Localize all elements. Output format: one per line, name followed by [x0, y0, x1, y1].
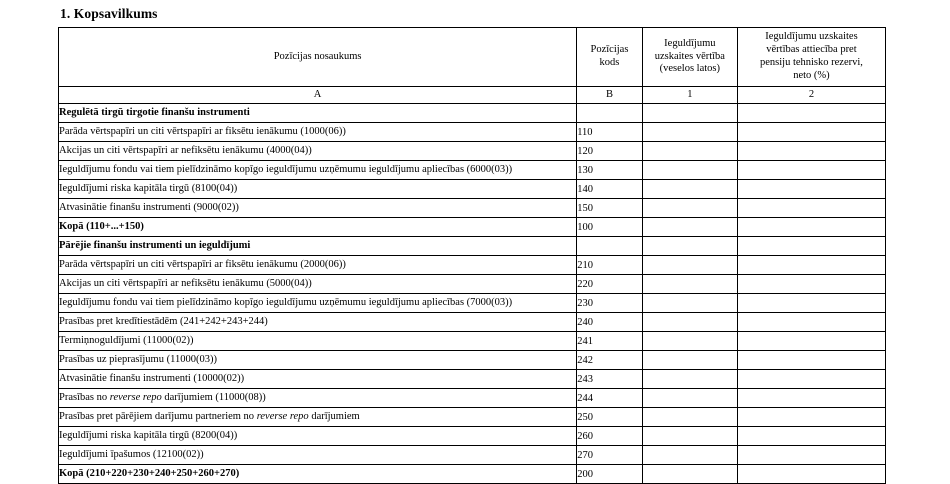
row-investment-ratio[interactable]: [737, 427, 885, 446]
row-investment-value[interactable]: [642, 351, 737, 370]
column-letter-1: 1: [642, 87, 737, 104]
header-investment-ratio-line2: vērtības attiecība pret: [766, 44, 857, 56]
row-investment-value[interactable]: [642, 123, 737, 142]
table-row: [59, 332, 886, 351]
row-position-name: Prasības pret kredītiestādēm (241+242+243+244): [59, 313, 577, 332]
table-row: [59, 104, 886, 123]
row-investment-ratio[interactable]: [737, 275, 885, 294]
row-investment-ratio[interactable]: [737, 370, 885, 389]
table-body: [59, 104, 886, 484]
table-row: [59, 218, 886, 237]
row-position-name: Termiņnoguldījumi (11000(02)): [59, 332, 577, 351]
header-investment-value-line3: (veselos latos): [659, 63, 721, 75]
row-position-code: 150: [577, 199, 643, 218]
row-investment-value[interactable]: [642, 294, 737, 313]
row-position-name: Pārējie finanšu instrumenti un ieguldījumi: [59, 237, 577, 256]
table-row: [59, 446, 886, 465]
table-row: [59, 161, 886, 180]
row-investment-ratio[interactable]: [737, 161, 885, 180]
table-row: [59, 370, 886, 389]
row-investment-ratio[interactable]: [737, 408, 885, 427]
row-position-name: Akcijas un citi vērtspapīri ar nefiksētu ienākumu (5000(04)): [59, 275, 577, 294]
table-row: [59, 465, 886, 484]
row-position-code: 241: [577, 332, 643, 351]
header-investment-value-line1: Ieguldījumu: [664, 37, 716, 49]
row-position-code: 244: [577, 389, 643, 408]
row-investment-ratio[interactable]: [737, 180, 885, 199]
row-position-code: 243: [577, 370, 643, 389]
row-position-code: 200: [577, 465, 643, 484]
row-position-name: Ieguldījumi riska kapitāla tirgū (8200(04)): [59, 427, 577, 446]
row-position-code: 130: [577, 161, 643, 180]
table-row: [59, 123, 886, 142]
row-position-name: Atvasinātie finanšu instrumenti (10000(02)): [59, 370, 577, 389]
table-row: [59, 427, 886, 446]
column-letter-a: A: [59, 87, 577, 104]
italic-term: reverse repo: [109, 391, 162, 403]
row-investment-value[interactable]: [642, 275, 737, 294]
row-position-code: 210: [577, 256, 643, 275]
table-row: [59, 294, 886, 313]
row-position-name: Ieguldījumu fondu vai tiem pielīdzināmo kopīgo ieguldījumu uzņēmumu ieguldījumu apliecības (7000(03)): [59, 294, 577, 313]
row-investment-ratio[interactable]: [737, 237, 885, 256]
table-header-row: [59, 28, 886, 87]
table-row: [59, 237, 886, 256]
row-investment-value[interactable]: [642, 104, 737, 123]
header-investment-value: [642, 28, 737, 87]
row-position-name: Prasības uz pieprasījumu (11000(03)): [59, 351, 577, 370]
row-position-code: [577, 104, 643, 123]
row-position-name: Regulētā tirgū tirgotie finanšu instrumenti: [59, 104, 577, 123]
column-letter-b: B: [577, 87, 643, 104]
row-investment-value[interactable]: [642, 256, 737, 275]
table-row: [59, 313, 886, 332]
row-investment-value[interactable]: [642, 332, 737, 351]
row-investment-ratio[interactable]: [737, 465, 885, 484]
column-letter-row: [59, 87, 886, 104]
row-position-name: Akcijas un citi vērtspapīri ar nefiksētu ienākumu (4000(04)): [59, 142, 577, 161]
column-letter-2: 2: [737, 87, 885, 104]
row-position-name: Kopā (210+220+230+240+250+260+270): [59, 465, 577, 484]
row-investment-ratio[interactable]: [737, 123, 885, 142]
row-investment-ratio[interactable]: [737, 256, 885, 275]
row-position-name: Ieguldījumi īpašumos (12100(02)): [59, 446, 577, 465]
row-position-code: 270: [577, 446, 643, 465]
row-investment-value[interactable]: [642, 408, 737, 427]
row-investment-value[interactable]: [642, 446, 737, 465]
row-position-name: Parāda vērtspapīri un citi vērtspapīri ar fiksētu ienākumu (1000(06)): [59, 123, 577, 142]
row-position-name: Kopā (110+...+150): [59, 218, 577, 237]
table-row: [59, 389, 886, 408]
header-investment-ratio-line1: Ieguldījumu uzskaites: [765, 31, 858, 43]
row-investment-ratio[interactable]: [737, 294, 885, 313]
row-investment-value[interactable]: [642, 465, 737, 484]
row-investment-value[interactable]: [642, 237, 737, 256]
table-row: [59, 142, 886, 161]
row-investment-value[interactable]: [642, 427, 737, 446]
row-investment-ratio[interactable]: [737, 351, 885, 370]
row-position-name: Atvasinātie finanšu instrumenti (9000(02)): [59, 199, 577, 218]
row-position-code: 240: [577, 313, 643, 332]
table-row: [59, 199, 886, 218]
row-investment-ratio[interactable]: [737, 199, 885, 218]
row-investment-value[interactable]: [642, 313, 737, 332]
header-position-code: [577, 28, 643, 87]
row-investment-value[interactable]: [642, 142, 737, 161]
table-row: [59, 351, 886, 370]
row-position-code: 100: [577, 218, 643, 237]
table-row: [59, 180, 886, 199]
row-investment-value[interactable]: [642, 199, 737, 218]
table-row: [59, 408, 886, 427]
row-investment-ratio[interactable]: [737, 104, 885, 123]
summary-table: [58, 27, 886, 484]
row-investment-ratio[interactable]: [737, 389, 885, 408]
table-row: [59, 275, 886, 294]
table-header: [59, 28, 886, 104]
row-investment-value[interactable]: [642, 180, 737, 199]
row-position-code: 260: [577, 427, 643, 446]
header-investment-ratio-line3: pensiju tehnisko rezervi,: [759, 57, 863, 68]
row-position-code: [577, 237, 643, 256]
row-investment-value[interactable]: [642, 389, 737, 408]
page-title: 1. Kopsavilkums: [60, 6, 158, 21]
row-investment-ratio[interactable]: [737, 218, 885, 237]
row-position-name: Prasības pret pārējiem darījumu partneriem no reverse repo darījumiem: [59, 408, 577, 427]
header-investment-ratio-line4: neto (%): [793, 69, 830, 81]
row-investment-value[interactable]: [642, 161, 737, 180]
row-investment-ratio[interactable]: [737, 313, 885, 332]
row-position-code: 110: [577, 123, 643, 142]
header-position-code-line1: Pozīcijas: [590, 44, 629, 56]
row-investment-ratio[interactable]: [737, 142, 885, 161]
header-investment-value-line2: uzskaites vērtība: [654, 50, 725, 62]
table-row: [59, 256, 886, 275]
header-position-code-line2: kods: [599, 57, 620, 68]
row-investment-value[interactable]: [642, 370, 737, 389]
italic-term: reverse repo: [256, 410, 309, 422]
row-position-name: Ieguldījumu fondu vai tiem pielīdzināmo kopīgo ieguldījumu uzņēmumu ieguldījumu apliecības (6000(03)): [59, 161, 577, 180]
row-position-code: 140: [577, 180, 643, 199]
row-position-code: 220: [577, 275, 643, 294]
header-investment-ratio: [737, 28, 885, 87]
row-position-code: 242: [577, 351, 643, 370]
row-investment-ratio[interactable]: [737, 332, 885, 351]
row-position-name: Ieguldījumi riska kapitāla tirgū (8100(04)): [59, 180, 577, 199]
row-position-name: Prasības no reverse repo darījumiem (11000(08)): [59, 389, 577, 408]
row-position-code: 230: [577, 294, 643, 313]
row-position-code: 120: [577, 142, 643, 161]
header-position-name: Pozīcijas nosaukums: [59, 28, 577, 87]
row-position-name: Parāda vērtspapīri un citi vērtspapīri ar fiksētu ienākumu (2000(06)): [59, 256, 577, 275]
row-investment-ratio[interactable]: [737, 446, 885, 465]
row-investment-value[interactable]: [642, 218, 737, 237]
row-position-code: 250: [577, 408, 643, 427]
